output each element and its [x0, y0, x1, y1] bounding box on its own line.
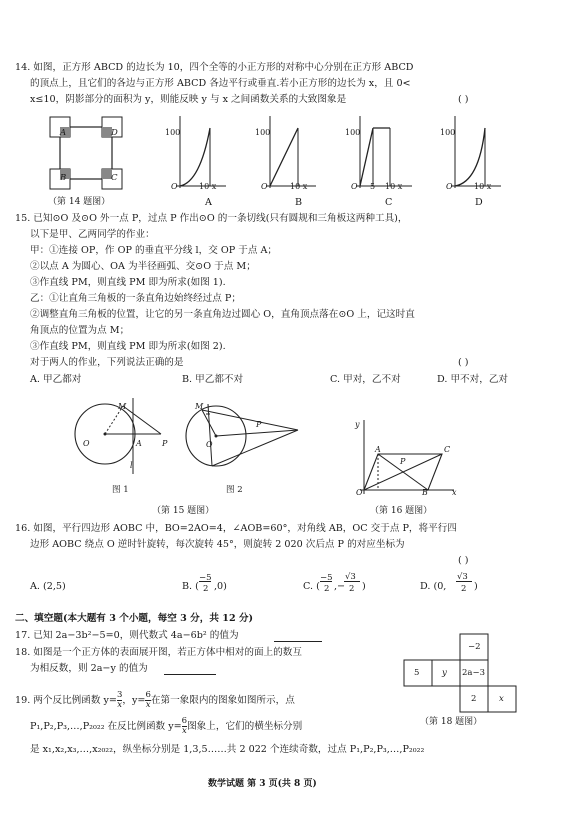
q15-figure-caption: （第 15 题图） — [152, 506, 215, 516]
section-2-heading: 二、填空题(本大题有 3 个小题，每空 3 分，共 12 分) — [15, 613, 254, 624]
q16-option-c-prefix: C. ( — [303, 581, 320, 592]
q16-option-b-numerator: −5 — [199, 573, 212, 583]
q16-line2: 边形 AOBC 绕点 O 逆时针旋转，每次旋转 45°，则旋转 2 020 次后点 P 的对应坐标为 — [30, 539, 405, 550]
q14-graph-b-x: 10 x — [290, 182, 308, 191]
q16-option-c-num1: −5 — [320, 573, 333, 583]
q15-fig2-label-o: O — [206, 440, 213, 449]
q14-graph-a-y100: 100 — [165, 128, 181, 137]
q16-figure-caption: （第 16 题图） — [370, 506, 433, 516]
q18-cell-bottom: 2 — [471, 694, 477, 704]
q14-graph-a-origin: O — [171, 182, 178, 191]
q15-line2: 以下是甲、乙两同学的作业： — [30, 229, 155, 240]
q16-option-c-den2: 2 — [349, 584, 355, 594]
q15-fig1-label-p: P — [162, 439, 168, 448]
q17-answer-blank[interactable] — [274, 641, 322, 642]
q14-graph-d-origin: O — [446, 182, 453, 191]
q14-graph-c-x5: 5 — [370, 182, 376, 191]
q14-option-d: D — [475, 197, 483, 208]
q14-option-a: A — [205, 197, 212, 208]
q16-label-c: C — [444, 445, 451, 454]
q16-option-b-denominator: 2 — [203, 584, 209, 594]
q15-fig1-caption: 图 1 — [112, 485, 129, 495]
q18-line2: 为相反数，则 2a−y 的值为 — [30, 663, 148, 674]
q15-yi-step2-cont: 角顶点的位置为点 M； — [30, 325, 130, 336]
q18-line1: 18. 如图是一个正方体的表面展开图，若正方体中相对的面上的数互 — [15, 647, 302, 658]
q16-option-c-num2: √3 — [345, 572, 356, 582]
q14-label-c: C — [111, 173, 118, 183]
q16-option-d-den: 2 — [461, 584, 467, 594]
q15-fig2-label-p: P — [256, 420, 262, 429]
q14-option-b: B — [295, 197, 303, 208]
q16-option-d-prefix: D. (0, — [420, 581, 447, 592]
q15-option-c: C. 甲对，乙不对 — [330, 374, 401, 385]
q16-option-c-suffix: ) — [362, 581, 366, 592]
q14-label-b: B — [60, 173, 67, 183]
q14-answer-paren: ( ) — [458, 94, 469, 105]
q14-line1: 14. 如图，正方形 ABCD 的边长为 10，四个全等的小正方形的对称中心分别在正方形 ABCD — [15, 62, 414, 73]
q18-cell-left: 5 — [414, 668, 420, 678]
q16-option-c-bar2 — [344, 581, 360, 582]
q14-figure-caption: （第 14 题图） — [48, 197, 111, 207]
q15-fig2-caption: 图 2 — [226, 485, 243, 495]
q14-graph-b-y100: 100 — [255, 128, 271, 137]
q15-yi-step3: ③作直线 PM，则直线 PM 即为所求(如图 2). — [30, 341, 226, 352]
q14-graph-c-y100: 100 — [345, 128, 361, 137]
q15-fig1-label-m: M — [118, 402, 127, 411]
q15-figure-1 — [65, 390, 168, 480]
q16-line1: 16. 如图，平行四边形 AOBC 中，BO=2AO=4，∠AOB=60°，对角线 AB，OC 交于点 P，将平行四 — [15, 523, 457, 534]
q19-line2: P₁,P₂,P₃,…,P₂₀₂₂ 在反比例函数 y= $\frac{6}{x}$ 图象上，它们的横坐标分别 — [30, 716, 303, 736]
q16-option-b-fraction-bar — [199, 581, 211, 582]
q14-option-c: C — [385, 197, 393, 208]
q15-yi-step1: 乙：①让直角三角板的一条直角边始终经过点 P； — [30, 293, 241, 304]
q14-line3: x≤10，阴影部分的面积为 y，则能反映 y 与 x 之间函数关系的大致图象是 — [30, 94, 347, 105]
q16-option-a: A. (2,5) — [30, 581, 66, 592]
q15-yi-step2: ②调整直角三角板的位置，让它的另一条直角边过圆心 O，直角顶点落在⊙O 上，记这时直 — [30, 309, 415, 320]
q15-fig1-label-a: A — [136, 439, 142, 448]
q15-line1: 15. 已知⊙O 及⊙O 外一点 P，过点 P 作出⊙O 的一条切线(只有圆规和三角板这两种工具)， — [15, 213, 408, 224]
q19-line1: 19. 两个反比例函数 y= $\frac{3}{x}$ ，y= $\frac{6}{x}$ 在第一象限内的图象如图所示，点 — [15, 690, 295, 710]
q18-cell-right: x — [499, 694, 504, 704]
q16-option-b-suffix: ,0) — [214, 581, 227, 592]
q17-text: 17. 已知 2a−3b²−5=0，则代数式 4a−6b² 的值为 — [15, 630, 239, 641]
q18-cell-middle: y — [442, 668, 447, 678]
q14-line2: 的顶点上，且它们的各边与正方形 ABCD 各边平行或垂直.若小正方形的边长为 x，且 0< — [30, 78, 411, 89]
q18-figure-caption: （第 18 题图） — [420, 717, 483, 727]
q18-answer-blank[interactable] — [164, 674, 216, 675]
q18-cell-top: −2 — [468, 642, 481, 652]
q16-label-x: x — [452, 488, 457, 497]
q15-fig1-label-o: O — [83, 439, 90, 448]
q14-label-d: D — [111, 128, 118, 138]
q16-option-c-comma: ,− — [334, 581, 346, 592]
q15-option-d: D. 甲不对，乙对 — [437, 374, 509, 385]
q18-cell-center: 2a−3 — [462, 668, 486, 678]
q14-graph-b-origin: O — [261, 182, 268, 191]
q16-label-o: O — [356, 488, 363, 497]
q16-label-y: y — [355, 420, 360, 429]
q16-option-c-bar1 — [320, 581, 332, 582]
q16-option-b-prefix: B. ( — [182, 581, 199, 592]
q16-option-d-bar — [456, 581, 472, 582]
q15-jia-step1: 甲：①连接 OP，作 OP 的垂直平分线 l，交 OP 于点 A； — [30, 245, 277, 256]
q16-label-p: P — [400, 457, 406, 466]
q14-graph-d-x: 10 x — [474, 182, 492, 191]
q16-label-b: B — [422, 488, 428, 497]
q15-fig2-label-m: M — [195, 402, 204, 411]
page-footer: 数学试题 第 3 页(共 8 页) — [208, 779, 317, 789]
q15-jia-step2: ②以点 A 为圆心、OA 为半径画弧、交⊙O 于点 M； — [30, 261, 256, 272]
q15-fig1-label-l: l — [130, 461, 133, 470]
q16-option-d-num: √3 — [457, 572, 468, 582]
q14-graph-c-x: 10 x — [385, 182, 403, 191]
q14-label-a: A — [60, 128, 67, 138]
q15-option-a: A. 甲乙都对 — [30, 374, 82, 385]
q14-graph-c-origin: O — [351, 182, 358, 191]
q14-graph-a-x: 10 x — [199, 182, 217, 191]
q14-graph-d-y100: 100 — [440, 128, 456, 137]
q15-question: 对于两人的作业，下列说法正确的是 — [30, 357, 184, 368]
q16-label-a: A — [375, 445, 381, 454]
q15-jia-step3: ③作直线 PM，则直线 PM 即为所求(如图 1). — [30, 277, 226, 288]
q16-option-c-den1: 2 — [324, 584, 330, 594]
q15-answer-paren: ( ) — [458, 357, 469, 368]
q16-option-d-suffix: ) — [474, 581, 478, 592]
q19-line3: 是 x₁,x₂,x₃,…,x₂₀₂₂，纵坐标分别是 1,3,5……共 2 022 个连续奇数，过点 P₁,P₂,P₃,…,P₂₀₂₂ — [30, 744, 425, 755]
q16-answer-paren: ( ) — [458, 555, 469, 566]
q15-option-b: B. 甲乙都不对 — [182, 374, 244, 385]
